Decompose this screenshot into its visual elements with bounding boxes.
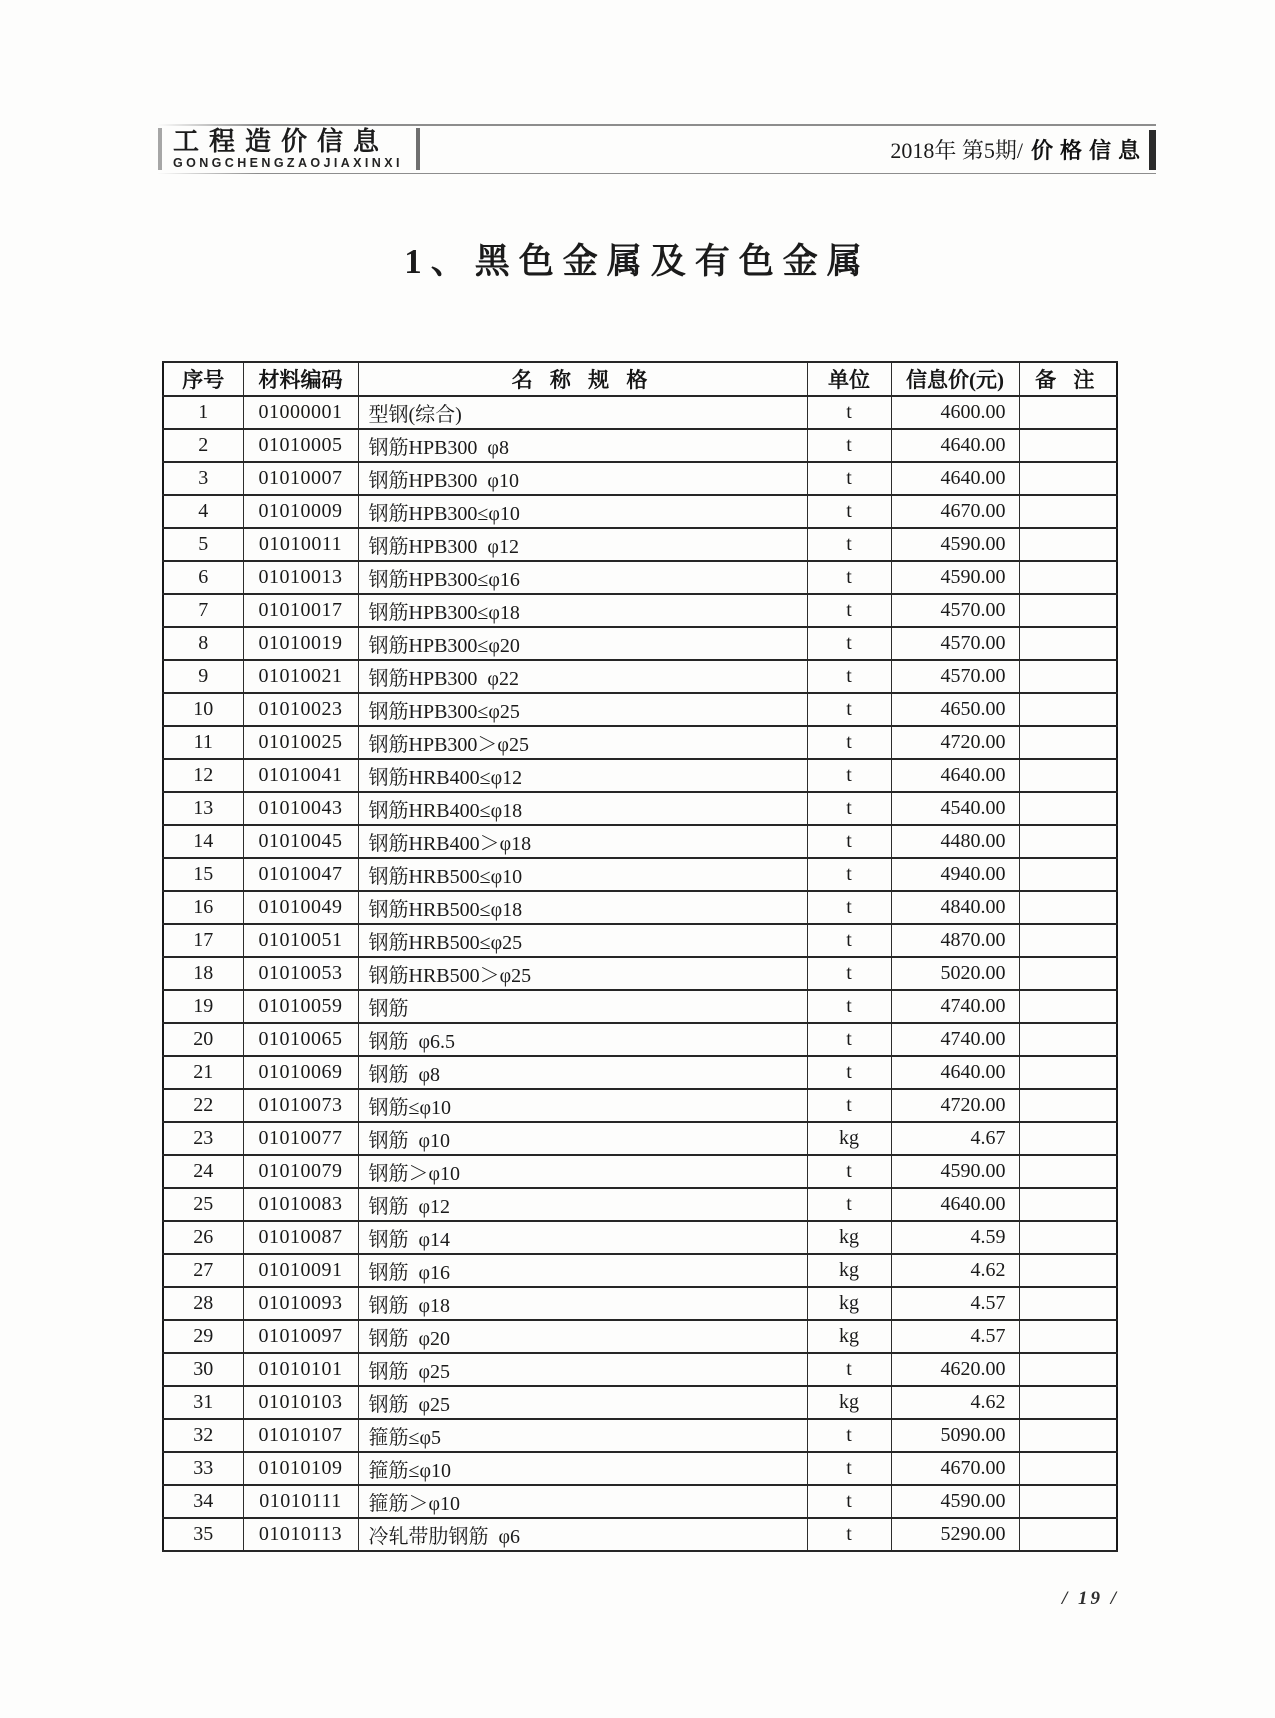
- table-row: [163, 1023, 1117, 1056]
- info-price: 4670.00: [891, 1452, 1019, 1485]
- row-index: 24: [163, 1155, 243, 1188]
- row-index: 12: [163, 759, 243, 792]
- material-code: 01010091: [243, 1254, 358, 1287]
- info-price: 4720.00: [891, 726, 1019, 759]
- name-spec: 钢筋HRB400＞φ18: [358, 825, 807, 858]
- info-price: 4740.00: [891, 990, 1019, 1023]
- unit: t: [807, 693, 891, 726]
- table-row: [163, 693, 1117, 726]
- name-spec: 钢筋HPB300 φ10: [358, 462, 807, 495]
- material-code: 01010059: [243, 990, 358, 1023]
- table-row: [163, 825, 1117, 858]
- table-row: [163, 660, 1117, 693]
- remark: [1019, 1287, 1117, 1320]
- table-row: [163, 1155, 1117, 1188]
- material-code: 01010013: [243, 561, 358, 594]
- remark: [1019, 1089, 1117, 1122]
- table-row: [163, 1518, 1117, 1551]
- info-price: 4590.00: [891, 528, 1019, 561]
- logo-right-bar: [416, 128, 420, 170]
- row-index: 28: [163, 1287, 243, 1320]
- info-price: 5020.00: [891, 957, 1019, 990]
- info-price: 5090.00: [891, 1419, 1019, 1452]
- unit: t: [807, 858, 891, 891]
- unit: t: [807, 792, 891, 825]
- remark: [1019, 924, 1117, 957]
- issue-text: 2018年 第5期/: [890, 138, 1023, 163]
- info-price: 4720.00: [891, 1089, 1019, 1122]
- unit: t: [807, 924, 891, 957]
- row-index: 14: [163, 825, 243, 858]
- logo-text-block: [173, 128, 403, 170]
- row-index: 4: [163, 495, 243, 528]
- table-row: [163, 1188, 1117, 1221]
- row-index: 15: [163, 858, 243, 891]
- col-header-name: 名 称 规 格: [358, 362, 807, 396]
- table-row: [163, 495, 1117, 528]
- name-spec: 钢筋HRB500≤φ18: [358, 891, 807, 924]
- remark: [1019, 495, 1117, 528]
- row-index: 30: [163, 1353, 243, 1386]
- table-row: [163, 594, 1117, 627]
- name-spec: 钢筋HPB300≤φ16: [358, 561, 807, 594]
- info-price: 4590.00: [891, 1485, 1019, 1518]
- row-index: 10: [163, 693, 243, 726]
- material-code: 01010079: [243, 1155, 358, 1188]
- row-index: 35: [163, 1518, 243, 1551]
- material-code: 01010017: [243, 594, 358, 627]
- row-index: 7: [163, 594, 243, 627]
- table-row: [163, 1485, 1117, 1518]
- name-spec: 钢筋 φ14: [358, 1221, 807, 1254]
- unit: t: [807, 1023, 891, 1056]
- name-spec: 钢筋HPB300≤φ18: [358, 594, 807, 627]
- material-code: 01010083: [243, 1188, 358, 1221]
- table-row: [163, 528, 1117, 561]
- info-price: 4.57: [891, 1320, 1019, 1353]
- remark: [1019, 429, 1117, 462]
- name-spec: 钢筋 φ6.5: [358, 1023, 807, 1056]
- material-code: 01010077: [243, 1122, 358, 1155]
- info-price: 5290.00: [891, 1518, 1019, 1551]
- name-spec: 冷轧带肋钢筋 φ6: [358, 1518, 807, 1551]
- col-header-remark: 备 注: [1019, 362, 1117, 396]
- unit: t: [807, 1188, 891, 1221]
- row-index: 21: [163, 1056, 243, 1089]
- material-code: 01010107: [243, 1419, 358, 1452]
- table-row: [163, 1419, 1117, 1452]
- row-index: 32: [163, 1419, 243, 1452]
- unit: t: [807, 561, 891, 594]
- row-index: 6: [163, 561, 243, 594]
- name-spec: 钢筋: [358, 990, 807, 1023]
- row-index: 31: [163, 1386, 243, 1419]
- remark: [1019, 1518, 1117, 1551]
- info-price: 4570.00: [891, 594, 1019, 627]
- name-spec: 钢筋HPB300 φ8: [358, 429, 807, 462]
- remark: [1019, 1353, 1117, 1386]
- material-code: 01010087: [243, 1221, 358, 1254]
- name-spec: 钢筋HRB500＞φ25: [358, 957, 807, 990]
- table-row: [163, 1320, 1117, 1353]
- name-spec: 钢筋 φ20: [358, 1320, 807, 1353]
- page-header: [158, 124, 1156, 174]
- table-row: [163, 990, 1117, 1023]
- material-code: 01010093: [243, 1287, 358, 1320]
- remark: [1019, 1056, 1117, 1089]
- name-spec: 钢筋 φ25: [358, 1353, 807, 1386]
- unit: t: [807, 1485, 891, 1518]
- remark: [1019, 528, 1117, 561]
- table-row: [163, 726, 1117, 759]
- info-price: 4740.00: [891, 1023, 1019, 1056]
- unit: t: [807, 1155, 891, 1188]
- material-code: 01010045: [243, 825, 358, 858]
- remark: [1019, 759, 1117, 792]
- material-code: 01010009: [243, 495, 358, 528]
- unit: kg: [807, 1287, 891, 1320]
- row-index: 1: [163, 396, 243, 429]
- row-index: 26: [163, 1221, 243, 1254]
- row-index: 3: [163, 462, 243, 495]
- material-code: 01010023: [243, 693, 358, 726]
- name-spec: 钢筋 φ8: [358, 1056, 807, 1089]
- material-code: 01010103: [243, 1386, 358, 1419]
- unit: kg: [807, 1320, 891, 1353]
- remark: [1019, 1188, 1117, 1221]
- row-index: 8: [163, 627, 243, 660]
- info-price: 4640.00: [891, 1188, 1019, 1221]
- remark: [1019, 1320, 1117, 1353]
- remark: [1019, 990, 1117, 1023]
- unit: kg: [807, 1221, 891, 1254]
- table-row: [163, 396, 1117, 429]
- row-index: 34: [163, 1485, 243, 1518]
- table-row: [163, 759, 1117, 792]
- unit: kg: [807, 1386, 891, 1419]
- table-row: [163, 627, 1117, 660]
- info-price: 4650.00: [891, 693, 1019, 726]
- name-spec: 钢筋＞φ10: [358, 1155, 807, 1188]
- row-index: 16: [163, 891, 243, 924]
- name-spec: 钢筋 φ12: [358, 1188, 807, 1221]
- info-price: 4480.00: [891, 825, 1019, 858]
- unit: t: [807, 528, 891, 561]
- table-row: [163, 429, 1117, 462]
- unit: t: [807, 429, 891, 462]
- row-index: 11: [163, 726, 243, 759]
- info-price: 4.62: [891, 1254, 1019, 1287]
- price-table-body: [163, 396, 1117, 1551]
- col-header-index: 序号: [163, 362, 243, 396]
- remark: [1019, 561, 1117, 594]
- issue-brand: 价格信息: [1030, 138, 1147, 163]
- material-code: 01010073: [243, 1089, 358, 1122]
- name-spec: 钢筋HRB500≤φ25: [358, 924, 807, 957]
- info-price: 4870.00: [891, 924, 1019, 957]
- name-spec: 型钢(综合): [358, 396, 807, 429]
- material-code: 01010021: [243, 660, 358, 693]
- row-index: 19: [163, 990, 243, 1023]
- remark: [1019, 1122, 1117, 1155]
- name-spec: 钢筋 φ25: [358, 1386, 807, 1419]
- journal-logo: [158, 126, 420, 173]
- material-code: 01010109: [243, 1452, 358, 1485]
- table-row: [163, 924, 1117, 957]
- issue-info: [890, 126, 1156, 173]
- remark: [1019, 1419, 1117, 1452]
- col-header-price: 信息价(元): [891, 362, 1019, 396]
- material-code: 01010101: [243, 1353, 358, 1386]
- unit: t: [807, 1419, 891, 1452]
- table-row: [163, 1386, 1117, 1419]
- logo-left-bar: [158, 128, 162, 170]
- row-index: 9: [163, 660, 243, 693]
- unit: t: [807, 990, 891, 1023]
- material-code: 01000001: [243, 396, 358, 429]
- info-price: 4590.00: [891, 561, 1019, 594]
- material-code: 01010019: [243, 627, 358, 660]
- info-price: 4590.00: [891, 1155, 1019, 1188]
- row-index: 17: [163, 924, 243, 957]
- remark: [1019, 1254, 1117, 1287]
- table-row: [163, 1353, 1117, 1386]
- table-row: [163, 1287, 1117, 1320]
- remark: [1019, 825, 1117, 858]
- remark: [1019, 462, 1117, 495]
- info-price: 4540.00: [891, 792, 1019, 825]
- material-code: 01010113: [243, 1518, 358, 1551]
- material-code: 01010049: [243, 891, 358, 924]
- unit: t: [807, 891, 891, 924]
- material-code: 01010047: [243, 858, 358, 891]
- material-code: 01010011: [243, 528, 358, 561]
- table-row: [163, 1122, 1117, 1155]
- unit: t: [807, 462, 891, 495]
- unit: t: [807, 957, 891, 990]
- logo-subtitle: GONGCHENGZAOJIAXINXI: [173, 156, 403, 170]
- table-row: [163, 792, 1117, 825]
- name-spec: 钢筋≤φ10: [358, 1089, 807, 1122]
- row-index: 5: [163, 528, 243, 561]
- info-price: 4640.00: [891, 759, 1019, 792]
- name-spec: 钢筋HPB300＞φ25: [358, 726, 807, 759]
- unit: kg: [807, 1122, 891, 1155]
- price-table-header: [163, 362, 1117, 396]
- row-index: 22: [163, 1089, 243, 1122]
- material-code: 01010043: [243, 792, 358, 825]
- price-table: [162, 361, 1118, 1552]
- unit: t: [807, 759, 891, 792]
- remark: [1019, 396, 1117, 429]
- info-price: 4.57: [891, 1287, 1019, 1320]
- logo-title: 工程造价信息: [173, 126, 390, 156]
- table-row: [163, 462, 1117, 495]
- remark: [1019, 594, 1117, 627]
- unit: t: [807, 1056, 891, 1089]
- table-row: [163, 858, 1117, 891]
- remark: [1019, 792, 1117, 825]
- row-index: 13: [163, 792, 243, 825]
- name-spec: 钢筋HRB400≤φ12: [358, 759, 807, 792]
- remark: [1019, 858, 1117, 891]
- name-spec: 箍筋≤φ5: [358, 1419, 807, 1452]
- unit: t: [807, 825, 891, 858]
- page-number: / 19 /: [1062, 1588, 1120, 1609]
- table-row: [163, 1056, 1117, 1089]
- row-index: 27: [163, 1254, 243, 1287]
- name-spec: 钢筋 φ16: [358, 1254, 807, 1287]
- info-price: 4570.00: [891, 627, 1019, 660]
- material-code: 01010051: [243, 924, 358, 957]
- unit: t: [807, 1518, 891, 1551]
- info-price: 4940.00: [891, 858, 1019, 891]
- info-price: 4600.00: [891, 396, 1019, 429]
- info-price: 4.59: [891, 1221, 1019, 1254]
- remark: [1019, 693, 1117, 726]
- row-index: 2: [163, 429, 243, 462]
- header-row: [163, 362, 1117, 396]
- material-code: 01010097: [243, 1320, 358, 1353]
- row-index: 33: [163, 1452, 243, 1485]
- material-code: 01010111: [243, 1485, 358, 1518]
- remark: [1019, 1452, 1117, 1485]
- table-row: [163, 957, 1117, 990]
- table-row: [163, 1254, 1117, 1287]
- material-code: 01010007: [243, 462, 358, 495]
- unit: t: [807, 495, 891, 528]
- info-price: 4570.00: [891, 660, 1019, 693]
- remark: [1019, 1485, 1117, 1518]
- table-row: [163, 1089, 1117, 1122]
- material-code: 01010025: [243, 726, 358, 759]
- table-row: [163, 561, 1117, 594]
- name-spec: 钢筋HPB300≤φ10: [358, 495, 807, 528]
- row-index: 29: [163, 1320, 243, 1353]
- name-spec: 钢筋HPB300 φ22: [358, 660, 807, 693]
- unit: t: [807, 1089, 891, 1122]
- unit: t: [807, 726, 891, 759]
- remark: [1019, 1155, 1117, 1188]
- table-row: [163, 1221, 1117, 1254]
- name-spec: 钢筋 φ18: [358, 1287, 807, 1320]
- info-price: 4670.00: [891, 495, 1019, 528]
- table-row: [163, 891, 1117, 924]
- remark: [1019, 660, 1117, 693]
- material-code: 01010053: [243, 957, 358, 990]
- name-spec: 箍筋＞φ10: [358, 1485, 807, 1518]
- remark: [1019, 1221, 1117, 1254]
- info-price: 4620.00: [891, 1353, 1019, 1386]
- col-header-code: 材料编码: [243, 362, 358, 396]
- remark: [1019, 1023, 1117, 1056]
- unit: t: [807, 396, 891, 429]
- remark: [1019, 1386, 1117, 1419]
- name-spec: 钢筋HRB500≤φ10: [358, 858, 807, 891]
- unit: t: [807, 1353, 891, 1386]
- remark: [1019, 957, 1117, 990]
- unit: t: [807, 1452, 891, 1485]
- col-header-unit: 单位: [807, 362, 891, 396]
- remark: [1019, 627, 1117, 660]
- info-price: 4640.00: [891, 462, 1019, 495]
- section-title: 1、黑色金属及有色金属: [404, 242, 871, 281]
- unit: t: [807, 594, 891, 627]
- row-index: 18: [163, 957, 243, 990]
- name-spec: 钢筋HRB400≤φ18: [358, 792, 807, 825]
- name-spec: 钢筋HPB300≤φ25: [358, 693, 807, 726]
- row-index: 25: [163, 1188, 243, 1221]
- material-code: 01010005: [243, 429, 358, 462]
- info-price: 4.67: [891, 1122, 1019, 1155]
- header-black-bar: [1149, 130, 1156, 170]
- name-spec: 箍筋≤φ10: [358, 1452, 807, 1485]
- remark: [1019, 891, 1117, 924]
- unit: kg: [807, 1254, 891, 1287]
- info-price: 4640.00: [891, 1056, 1019, 1089]
- table-row: [163, 1452, 1117, 1485]
- name-spec: 钢筋HPB300 φ12: [358, 528, 807, 561]
- info-price: 4840.00: [891, 891, 1019, 924]
- unit: t: [807, 627, 891, 660]
- material-code: 01010069: [243, 1056, 358, 1089]
- info-price: 4.62: [891, 1386, 1019, 1419]
- info-price: 4640.00: [891, 429, 1019, 462]
- material-code: 01010041: [243, 759, 358, 792]
- row-index: 23: [163, 1122, 243, 1155]
- material-code: 01010065: [243, 1023, 358, 1056]
- row-index: 20: [163, 1023, 243, 1056]
- name-spec: 钢筋 φ10: [358, 1122, 807, 1155]
- remark: [1019, 726, 1117, 759]
- unit: t: [807, 660, 891, 693]
- name-spec: 钢筋HPB300≤φ20: [358, 627, 807, 660]
